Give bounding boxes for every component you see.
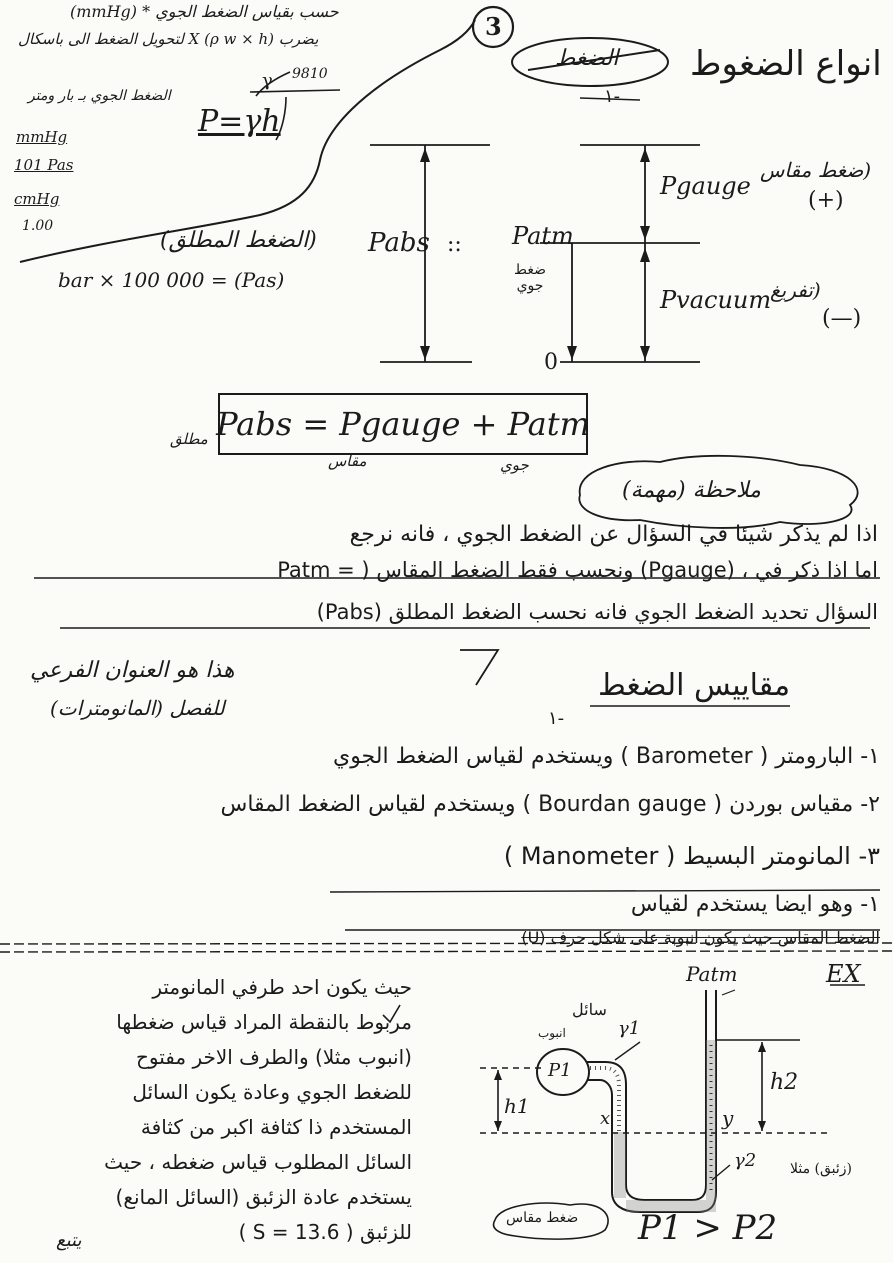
page-title-number: ١- (604, 86, 621, 107)
x-label: x (600, 1108, 611, 1129)
g-value: 9810 (292, 66, 328, 82)
note-line-3: السؤال تحديد الضغط الجوي فانه نحسب الضغط المطلق (Pabs) (316, 600, 878, 624)
zero-label: 0 (544, 350, 558, 375)
minus-sign: (—) (822, 306, 862, 331)
p1-label: P1 (548, 1060, 572, 1081)
p-vacuum-arabic: (تفريغ (770, 278, 821, 302)
gauge-pressure-label: ضغط مقاس (506, 1210, 579, 1226)
plus-sign: (+) (808, 188, 844, 213)
gauges-title: مقاييس الضغط (598, 668, 791, 703)
p-atm-label: Patm (512, 222, 574, 250)
comparison-label: P1 > P2 (638, 1208, 778, 1248)
side-note-1: هذا هو العنوان الفرعي (30, 658, 235, 683)
paragraph-line: (انبوب مثلا) والطرف الاخر مفتوح (136, 1045, 412, 1069)
pipe-label: انبوب (538, 1026, 566, 1040)
unit-kpa: 101 Pas (14, 156, 74, 174)
dots-separator: :: (447, 232, 462, 257)
paragraph-line: للضغط الجوي وعادة يكون السائل (132, 1080, 412, 1104)
top-note: (mmHg) * حسب بقياس الضغط الجوي (70, 2, 339, 21)
units-title: الضغط الجوي بـ بار ومتر (28, 88, 171, 104)
abs-label: مطلق (170, 430, 208, 448)
page-number: 3 (485, 12, 502, 41)
gauge-item-2: ٢- مقياس بوردن ( Bourdan gauge ) ويستخدم لقياس الضغط المقاس (220, 792, 880, 817)
formula-p-gh: P=γh (198, 104, 281, 139)
crossed-word: الضغط (555, 46, 619, 71)
p-gauge-label: Pgauge (660, 172, 751, 200)
atm-label: جوي (500, 456, 529, 474)
p-abs-label: Pabs (368, 228, 430, 258)
paragraph-line: المستخدم ذا كثافة اكبر من كثافة (140, 1115, 412, 1139)
paragraph-line: يستخدم عادة الزئبق (السائل المانع) (115, 1185, 412, 1209)
gauge-item-3-desc: ١- وهو ايضا يستخدم لقياس (630, 892, 880, 917)
note-line-2: Patm = ) ونحسب فقط الضغط المقاس (Pgauge) ، اما اذا ذكر في (277, 558, 878, 582)
gamma2-label: γ2 (734, 1150, 757, 1171)
gamma-label: γ (262, 70, 273, 91)
p-gauge-arabic: (ضغط مقاس (760, 158, 872, 182)
mercury-label: (زئبق) مثلا (789, 1161, 852, 1177)
p-vacuum-label: Pvacuum (660, 286, 772, 314)
y-label: y (722, 1106, 734, 1130)
note-cloud-label: ملاحظة (مهمة) (622, 478, 761, 503)
gauge-label: مقاس (328, 452, 367, 470)
bar-conversion: bar × 100 000 = (Pas) (58, 268, 285, 292)
unit-mmhg: mmHg (16, 128, 68, 146)
manometer-patm: Patm (686, 962, 738, 986)
paragraph-line: حيث يكون احد طرفي المانومتر (152, 975, 412, 999)
liquid-label: سائل (572, 1000, 607, 1019)
h1-label: h1 (504, 1094, 530, 1118)
manometer-paragraph (12, 970, 412, 1250)
unit-cmhg-value: 1.00 (22, 218, 54, 234)
gauge-item-1: ١- البارومتر ( Barometer ) ويستخدم لقياس الضغط الجوي (332, 744, 880, 769)
unit-cmhg: cmHg (14, 190, 60, 208)
p-atm-arabic: ضغط جوي (514, 262, 546, 294)
main-equation: Pabs = Pgauge + Patm (216, 405, 590, 443)
ex-label: EX (826, 960, 861, 988)
separator-curve (20, 20, 475, 262)
h2-label: h2 (770, 1070, 799, 1095)
continue-label: يتبع (56, 1230, 82, 1251)
struck-line: الضغط المقاس حيث يكون انبوبة على شكل حرف (U) (521, 928, 880, 947)
side-note-2: للفصل (المانومترات) (50, 696, 225, 720)
gamma1-label: γ1 (618, 1018, 641, 1039)
paragraph-line: للزئبق ( S = 13.6 ) (238, 1220, 412, 1244)
p-abs-arabic: (الضغط المطلق) (160, 228, 317, 253)
gauge-item-3: ٣- المانومتر البسيط ( Manometer ) (503, 842, 880, 870)
main-equation-box (218, 393, 588, 455)
page-title: انواع الضغوط (690, 44, 882, 84)
conversion-note: يضرب X (ρ w × h) لتحويل الضغط الى باسكال (18, 30, 319, 48)
note-line-1: اذا لم يذكر شيئا في السؤال عن الضغط الجوي ، فانه نرجع (349, 522, 878, 547)
gauges-title-number: ١- (548, 708, 565, 729)
paragraph-line: مربوط بالنقطة المراد قياس ضغطها (116, 1010, 412, 1034)
paragraph-line: السائل المطلوب قياس ضغطه ، حيث (104, 1150, 412, 1174)
